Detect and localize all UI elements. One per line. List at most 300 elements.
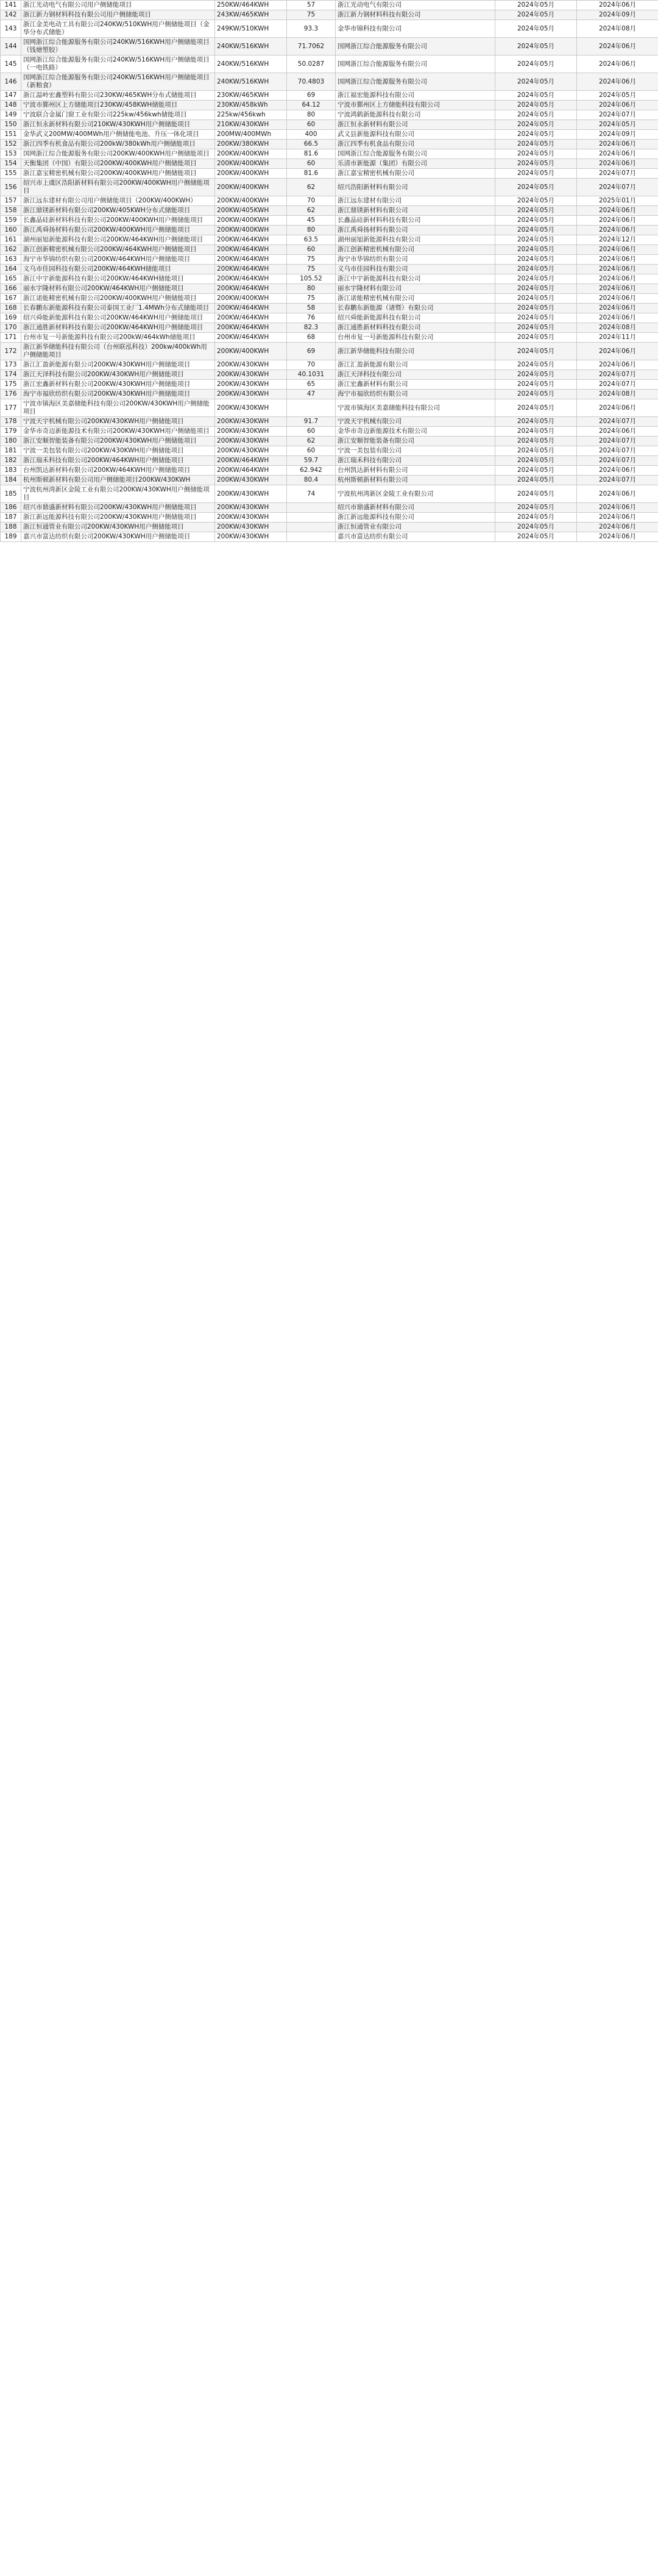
end-date: 2024年07月 <box>577 380 658 390</box>
project-owner: 浙江禹舜扬材料有限公司 <box>336 226 495 235</box>
table-row <box>1 274 658 284</box>
end-date: 2024年07月 <box>577 476 658 485</box>
project-scale: 200KW/464KWH <box>215 456 287 466</box>
project-name: 丽水宇隆材料有限公司200KW/464KWH用户侧储能项目 <box>21 284 215 294</box>
project-investment: 105.52 <box>287 274 336 284</box>
row-index: 154 <box>1 159 21 169</box>
project-scale: 200KW/400KWH <box>215 159 287 169</box>
start-date: 2024年05月 <box>495 130 577 140</box>
project-name: 浙江新力钢材料科技有限公司用户侧储能项目 <box>21 10 215 20</box>
project-owner: 宁波鸿鹤新能源科技有限公司 <box>336 110 495 120</box>
project-investment: 80 <box>287 226 336 235</box>
project-owner: 浙江四季有机食品有限公司 <box>336 140 495 149</box>
start-date: 2024年05月 <box>495 343 577 360</box>
row-index: 159 <box>1 216 21 226</box>
table-row <box>1 38 658 55</box>
project-scale: 200KW/400KWH <box>215 196 287 206</box>
project-scale: 200KW/430KWH <box>215 427 287 437</box>
project-scale: 240KW/516KWH <box>215 73 287 91</box>
end-date: 2024年06月 <box>577 503 658 513</box>
project-investment: 63.5 <box>287 235 336 245</box>
project-investment: 69 <box>287 91 336 101</box>
project-investment: 75 <box>287 294 336 304</box>
project-scale: 200KW/400KWH <box>215 216 287 226</box>
start-date: 2024年05月 <box>495 360 577 370</box>
end-date: 2024年08月 <box>577 323 658 333</box>
end-date: 2024年06月 <box>577 485 658 503</box>
project-scale: 200KW/430KWH <box>215 513 287 523</box>
table-body <box>1 1 658 542</box>
start-date: 2024年05月 <box>495 179 577 196</box>
project-owner: 义乌市佳园科技有限公司 <box>336 265 495 274</box>
row-index: 172 <box>1 343 21 360</box>
start-date: 2024年05月 <box>495 284 577 294</box>
project-owner: 丽水宇隆材料有限公司 <box>336 284 495 294</box>
project-name: 杭州斯顿新材料有限公司用户侧储能项目200KW/430KWH <box>21 476 215 485</box>
project-name: 浙江禹舜扬材料有限公司200KW/400KWH用户侧储能项目 <box>21 226 215 235</box>
start-date: 2024年05月 <box>495 216 577 226</box>
table-row <box>1 294 658 304</box>
row-index: 151 <box>1 130 21 140</box>
project-scale: 200KW/430KWH <box>215 532 287 542</box>
project-name: 浙江安顺智能装备有限公司200KW/430KWH用户侧储能项目 <box>21 437 215 446</box>
row-index: 147 <box>1 91 21 101</box>
table-row <box>1 179 658 196</box>
project-name: 绍兴市上虞区浩阳新材料有限公司200KW/400KWH用户侧储能项目 <box>21 179 215 196</box>
project-name: 义乌市佳园科技有限公司200KW/464KWH储能项目 <box>21 265 215 274</box>
project-investment: 75 <box>287 10 336 20</box>
project-name: 台州凯达新材料有限公司200KW/464KWH用户侧储能项目 <box>21 466 215 476</box>
project-scale: 200KW/464KWH <box>215 284 287 294</box>
project-investment: 64.12 <box>287 101 336 110</box>
table-row <box>1 370 658 380</box>
table-row <box>1 206 658 216</box>
project-name: 海宁市福欣纺织有限公司200KW/430KWH用户侧储能项目 <box>21 390 215 399</box>
end-date: 2024年06月 <box>577 523 658 532</box>
project-name: 宁波一美包装有限公司200KW/430KWH用户侧储能项目 <box>21 446 215 456</box>
project-investment: 75 <box>287 255 336 265</box>
project-investment: 82.3 <box>287 323 336 333</box>
project-investment: 74 <box>287 485 336 503</box>
start-date: 2024年05月 <box>495 437 577 446</box>
end-date: 2024年06月 <box>577 245 658 255</box>
table-row <box>1 20 658 38</box>
project-owner: 绍兴浩阳新材料有限公司 <box>336 179 495 196</box>
project-investment: 93.3 <box>287 20 336 38</box>
table-row <box>1 226 658 235</box>
project-owner: 台州市复一号新能源科技有限公司 <box>336 333 495 343</box>
table-row <box>1 120 658 130</box>
start-date: 2024年05月 <box>495 20 577 38</box>
row-index: 158 <box>1 206 21 216</box>
row-index: 188 <box>1 523 21 532</box>
project-name: 浙江瑞禾科技有限公司200KW/464KWH用户侧储能项目 <box>21 456 215 466</box>
project-investment: 80 <box>287 110 336 120</box>
row-index: 155 <box>1 169 21 179</box>
start-date: 2024年05月 <box>495 255 577 265</box>
project-owner: 绍兴市鼎盛新材料有限公司 <box>336 503 495 513</box>
start-date: 2024年05月 <box>495 446 577 456</box>
end-date: 2024年05月 <box>577 91 658 101</box>
end-date: 2024年06月 <box>577 216 658 226</box>
row-index: 174 <box>1 370 21 380</box>
start-date: 2024年05月 <box>495 38 577 55</box>
table-row <box>1 101 658 110</box>
project-owner: 浙江福宏能源科技有限公司 <box>336 91 495 101</box>
end-date: 2025年01月 <box>577 196 658 206</box>
row-index: 165 <box>1 274 21 284</box>
project-table <box>0 0 658 542</box>
end-date: 2024年08月 <box>577 20 658 38</box>
start-date: 2024年05月 <box>495 390 577 399</box>
table-row <box>1 313 658 323</box>
row-index: 142 <box>1 10 21 20</box>
project-owner: 浙江宏鑫新材料有限公司 <box>336 380 495 390</box>
table-row <box>1 427 658 437</box>
row-index: 186 <box>1 503 21 513</box>
project-name: 浙江恒永新材料有限公司210KW/430KWH用户侧储能项目 <box>21 120 215 130</box>
project-investment <box>287 513 336 523</box>
end-date: 2024年07月 <box>577 437 658 446</box>
start-date: 2024年05月 <box>495 91 577 101</box>
row-index: 157 <box>1 196 21 206</box>
project-owner: 海宁市华锦纺织有限公司 <box>336 255 495 265</box>
table-row <box>1 159 658 169</box>
table-row <box>1 466 658 476</box>
project-scale: 200KW/464KWH <box>215 304 287 313</box>
project-scale: 200KW/464KWH <box>215 313 287 323</box>
project-owner: 浙江光动电气有限公司 <box>336 1 495 10</box>
table-row <box>1 255 658 265</box>
project-owner: 浙江远东建材有限公司 <box>336 196 495 206</box>
project-scale: 240KW/516KWH <box>215 38 287 55</box>
project-investment: 60 <box>287 446 336 456</box>
start-date: 2024年05月 <box>495 313 577 323</box>
project-scale: 243KW/465KWH <box>215 10 287 20</box>
start-date: 2024年05月 <box>495 265 577 274</box>
start-date: 2024年05月 <box>495 370 577 380</box>
project-name: 长鑫晶硅新材料科技有限公司200KW/400KWH用户侧储能项目 <box>21 216 215 226</box>
project-owner: 浙江诺能精密机械有限公司 <box>336 294 495 304</box>
project-scale: 200KW/400KWH <box>215 294 287 304</box>
start-date: 2024年05月 <box>495 333 577 343</box>
start-date: 2024年05月 <box>495 206 577 216</box>
project-name: 浙江嘉宝精密机械有限公司200KW/400KWH用户侧储能项目 <box>21 169 215 179</box>
table-row <box>1 55 658 73</box>
project-scale: 200KW/464KWH <box>215 255 287 265</box>
row-index: 148 <box>1 101 21 110</box>
project-investment: 66.5 <box>287 140 336 149</box>
project-owner: 浙江新华储能科技有限公司 <box>336 343 495 360</box>
table-row <box>1 304 658 313</box>
table-row <box>1 417 658 427</box>
project-investment: 76 <box>287 313 336 323</box>
project-investment: 65 <box>287 380 336 390</box>
project-scale: 200KW/430KWH <box>215 476 287 485</box>
project-investment: 59.7 <box>287 456 336 466</box>
start-date: 2024年05月 <box>495 245 577 255</box>
end-date: 2024年06月 <box>577 304 658 313</box>
row-index: 175 <box>1 380 21 390</box>
project-investment: 50.0287 <box>287 55 336 73</box>
table-row <box>1 130 658 140</box>
project-investment <box>287 532 336 542</box>
end-date: 2024年07月 <box>577 417 658 427</box>
start-date: 2024年05月 <box>495 140 577 149</box>
row-index: 170 <box>1 323 21 333</box>
project-scale: 200KW/430KWH <box>215 399 287 417</box>
row-index: 184 <box>1 476 21 485</box>
table-row <box>1 437 658 446</box>
project-investment: 68 <box>287 333 336 343</box>
project-scale: 230KW/465KWH <box>215 91 287 101</box>
project-scale: 200KW/464KWH <box>215 323 287 333</box>
project-name: 浙江恒通管业有限公司200KW/430KWH用户侧储能项目 <box>21 523 215 532</box>
project-scale: 200KW/430KWH <box>215 437 287 446</box>
end-date: 2024年12月 <box>577 235 658 245</box>
project-owner: 浙江鼎镁新材料有限公司 <box>336 206 495 216</box>
table-row <box>1 485 658 503</box>
project-investment: 60 <box>287 159 336 169</box>
project-name: 绍兴舜能新能源科技有限公司200KW/464KWH用户侧储能项目 <box>21 313 215 323</box>
project-name: 浙江光动电气有限公司用户侧储能项目 <box>21 1 215 10</box>
end-date: 2024年07月 <box>577 179 658 196</box>
row-index: 166 <box>1 284 21 294</box>
project-owner: 浙江恒永新材料有限公司 <box>336 120 495 130</box>
start-date: 2024年05月 <box>495 274 577 284</box>
end-date: 2024年06月 <box>577 206 658 216</box>
row-index: 183 <box>1 466 21 476</box>
project-owner: 乐清市新能源（集团）有限公司 <box>336 159 495 169</box>
end-date: 2024年06月 <box>577 294 658 304</box>
project-name: 绍兴市鼎盛新材料有限公司200KW/430KWH用户侧储能项目 <box>21 503 215 513</box>
project-name: 浙江远东建材有限公司用户侧储能项目（200KW/400KWH） <box>21 196 215 206</box>
project-owner: 宁波一美包装有限公司 <box>336 446 495 456</box>
start-date: 2024年05月 <box>495 73 577 91</box>
start-date: 2024年05月 <box>495 169 577 179</box>
project-owner: 长春鹏东新能源（诸暨）有限公司 <box>336 304 495 313</box>
start-date: 2024年05月 <box>495 159 577 169</box>
project-name: 浙江鼎镁新材料有限公司200KW/405KWH分布式储能项目 <box>21 206 215 216</box>
project-scale: 200KW/400KWH <box>215 179 287 196</box>
start-date: 2024年05月 <box>495 101 577 110</box>
project-name: 浙江新远能源科技有限公司200KW/430KWH用户侧储能项目 <box>21 513 215 523</box>
table-row <box>1 245 658 255</box>
table-row <box>1 110 658 120</box>
project-name: 金华武义200MW/400MWh用户侧储能电池、升压一体化项目 <box>21 130 215 140</box>
row-index: 146 <box>1 73 21 91</box>
project-scale: 200KW/430KWH <box>215 380 287 390</box>
project-scale: 200KW/464KWH <box>215 235 287 245</box>
table-row <box>1 380 658 390</box>
project-investment: 80.4 <box>287 476 336 485</box>
project-owner: 国网浙江综合能源服务有限公司 <box>336 149 495 159</box>
project-scale: 200KW/430KWH <box>215 360 287 370</box>
project-name: 浙江四季有机食品有限公司200kW/380kWh用户侧储能项目 <box>21 140 215 149</box>
project-investment <box>287 523 336 532</box>
row-index: 150 <box>1 120 21 130</box>
end-date: 2024年06月 <box>577 399 658 417</box>
start-date: 2024年05月 <box>495 427 577 437</box>
project-owner: 浙江汇盈新能源有限公司 <box>336 360 495 370</box>
project-owner: 国网浙江综合能源服务有限公司 <box>336 73 495 91</box>
end-date: 2024年06月 <box>577 55 658 73</box>
end-date: 2024年06月 <box>577 265 658 274</box>
project-name: 宁波天宇机械有限公司200KW/430KWH用户侧储能项目 <box>21 417 215 427</box>
project-name: 长春鹏东新能源科技有限公司泰国工业厂1.4MWh分布式储能项目 <box>21 304 215 313</box>
project-owner: 绍兴舜能新能源科技有限公司 <box>336 313 495 323</box>
start-date: 2024年05月 <box>495 110 577 120</box>
table-row <box>1 446 658 456</box>
project-name: 海宁市华锦纺织有限公司200KW/464KWH用户侧储能项目 <box>21 255 215 265</box>
project-owner: 浙江新力钢材料科技有限公司 <box>336 10 495 20</box>
project-owner: 国网浙江综合能源服务有限公司 <box>336 55 495 73</box>
table-row <box>1 196 658 206</box>
project-scale: 230KW/458kWh <box>215 101 287 110</box>
project-investment: 60 <box>287 120 336 130</box>
project-name: 国网浙江综合能源服务有限公司240KW/516KWH用户侧储能项目（一电铁路） <box>21 55 215 73</box>
end-date: 2024年06月 <box>577 513 658 523</box>
project-name: 宁波市鄞州区上方储能项目230KW/458KWH储能项目 <box>21 101 215 110</box>
start-date: 2024年05月 <box>495 10 577 20</box>
end-date: 2024年05月 <box>577 120 658 130</box>
end-date: 2024年06月 <box>577 255 658 265</box>
end-date: 2024年06月 <box>577 466 658 476</box>
row-index: 177 <box>1 399 21 417</box>
project-scale: 200KW/400KWH <box>215 149 287 159</box>
start-date: 2024年05月 <box>495 532 577 542</box>
project-owner: 金华市锦科技有限公司 <box>336 20 495 38</box>
project-owner: 嘉兴市富达纺织有限公司 <box>336 532 495 542</box>
end-date: 2024年06月 <box>577 38 658 55</box>
table-row <box>1 265 658 274</box>
project-scale: 200KW/430KWH <box>215 485 287 503</box>
project-owner: 宁波杭州湾新区金陵工业有限公司 <box>336 485 495 503</box>
project-owner: 浙江天泽科技有限公司 <box>336 370 495 380</box>
table-row <box>1 235 658 245</box>
project-name: 金华市奇迈新能源技术有限公司200KW/430KWH用户侧储能项目 <box>21 427 215 437</box>
table-row <box>1 532 658 542</box>
project-owner: 长鑫晶硅新材料科技有限公司 <box>336 216 495 226</box>
project-scale: 200KW/430KWH <box>215 390 287 399</box>
end-date: 2024年06月 <box>577 284 658 294</box>
project-name: 国网浙江综合能源服务有限公司240KW/516KWH用户侧储能项目（钱塘塑胶） <box>21 38 215 55</box>
project-owner: 浙江中宇新能源科技有限公司 <box>336 274 495 284</box>
start-date: 2024年05月 <box>495 149 577 159</box>
start-date: 2024年05月 <box>495 380 577 390</box>
table-row <box>1 390 658 399</box>
project-name: 浙江天泽科技有限公司200KW/430KWH用户侧储能项目 <box>21 370 215 380</box>
project-investment: 70 <box>287 360 336 370</box>
table-row <box>1 140 658 149</box>
project-owner: 浙江新远能源科技有限公司 <box>336 513 495 523</box>
project-scale: 225kw/456kwh <box>215 110 287 120</box>
project-investment: 58 <box>287 304 336 313</box>
project-investment: 70.4803 <box>287 73 336 91</box>
row-index: 168 <box>1 304 21 313</box>
table-row <box>1 503 658 513</box>
row-index: 173 <box>1 360 21 370</box>
end-date: 2024年06月 <box>577 343 658 360</box>
project-investment: 47 <box>287 390 336 399</box>
project-owner: 台州凯达新材料有限公司 <box>336 466 495 476</box>
project-name: 湖州丽旭新能源科技有限公司200KW/464KWH用户侧储能项目 <box>21 235 215 245</box>
row-index: 162 <box>1 245 21 255</box>
project-name: 浙江通胜新材料科技有限公司200KW/464KWH用户侧储能项目 <box>21 323 215 333</box>
project-owner: 浙江创新精密机械有限公司 <box>336 245 495 255</box>
project-owner: 浙江安顺智能装备有限公司 <box>336 437 495 446</box>
project-owner: 宁波天宇机械有限公司 <box>336 417 495 427</box>
end-date: 2024年06月 <box>577 532 658 542</box>
row-index: 182 <box>1 456 21 466</box>
row-index: 179 <box>1 427 21 437</box>
project-name: 嘉兴市富达纺织有限公司200KW/430KWH用户侧储能项目 <box>21 532 215 542</box>
row-index: 187 <box>1 513 21 523</box>
end-date: 2024年06月 <box>577 140 658 149</box>
row-index: 185 <box>1 485 21 503</box>
end-date: 2024年06月 <box>577 149 658 159</box>
row-index: 152 <box>1 140 21 149</box>
end-date: 2024年06月 <box>577 226 658 235</box>
row-index: 171 <box>1 333 21 343</box>
project-scale: 200KW/464KWH <box>215 265 287 274</box>
project-scale: 200MW/400MWh <box>215 130 287 140</box>
start-date: 2024年05月 <box>495 513 577 523</box>
project-investment: 71.7062 <box>287 38 336 55</box>
row-index: 160 <box>1 226 21 235</box>
row-index: 189 <box>1 532 21 542</box>
table-row <box>1 169 658 179</box>
table-row <box>1 399 658 417</box>
start-date: 2024年05月 <box>495 485 577 503</box>
start-date: 2024年05月 <box>495 456 577 466</box>
table-row <box>1 284 658 294</box>
project-name: 浙江金美电动工具有限公司240KW/510KWH用户侧储能项目（金华分布式储能） <box>21 20 215 38</box>
project-owner: 金华市奇迈新能源技术有限公司 <box>336 427 495 437</box>
end-date: 2024年09月 <box>577 130 658 140</box>
project-name: 浙江汇盈新能源有限公司200KW/430KWH用户侧储能项目 <box>21 360 215 370</box>
row-index: 180 <box>1 437 21 446</box>
table-row <box>1 523 658 532</box>
project-investment: 62 <box>287 437 336 446</box>
project-scale: 200KW/400KWH <box>215 169 287 179</box>
start-date: 2024年05月 <box>495 399 577 417</box>
project-name: 浙江诺能精密机械有限公司200KW/400KWH用户侧储能项目 <box>21 294 215 304</box>
start-date: 2024年05月 <box>495 417 577 427</box>
start-date: 2024年05月 <box>495 226 577 235</box>
project-investment: 40.1031 <box>287 370 336 380</box>
project-investment: 400 <box>287 130 336 140</box>
table-row <box>1 513 658 523</box>
end-date: 2024年06月 <box>577 159 658 169</box>
table-row <box>1 216 658 226</box>
project-scale: 200KW/464KWH <box>215 274 287 284</box>
project-name: 宁波联合金属门窗工业有限公司225kw/456kwh储能项目 <box>21 110 215 120</box>
project-investment: 75 <box>287 265 336 274</box>
start-date: 2024年05月 <box>495 55 577 73</box>
project-name: 宁波市镇海区美嘉储能科技有限公司200KW/430KWH用户侧储能项目 <box>21 399 215 417</box>
project-name: 浙江温岭宏鑫塑料有限公司230KW/465KWH分布式储能项目 <box>21 91 215 101</box>
start-date: 2024年05月 <box>495 323 577 333</box>
project-investment: 62 <box>287 179 336 196</box>
project-scale: 200KW/464KWH <box>215 333 287 343</box>
row-index: 149 <box>1 110 21 120</box>
table-row <box>1 476 658 485</box>
project-scale: 200KW/380KWH <box>215 140 287 149</box>
row-index: 178 <box>1 417 21 427</box>
project-scale: 210KW/430KWH <box>215 120 287 130</box>
project-scale: 200KW/430KWH <box>215 370 287 380</box>
